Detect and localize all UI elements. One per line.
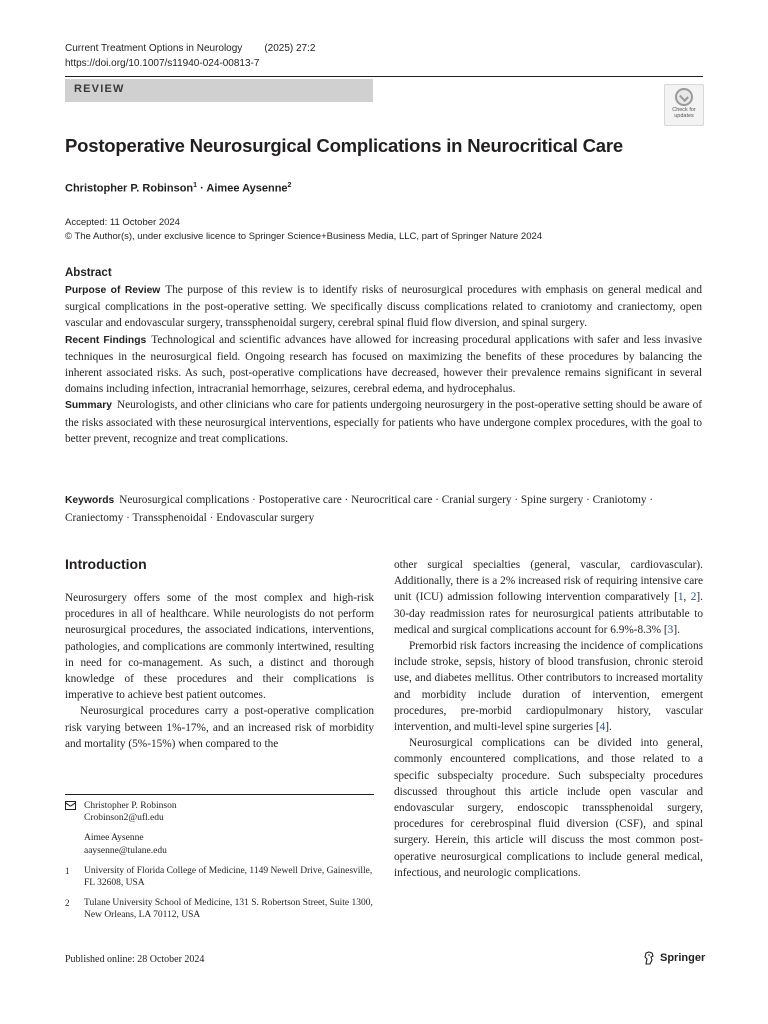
abstract-summary bbox=[65, 397, 702, 447]
abstract-summary-text: Neurologists, and other clinicians who care for patients undergoing neurosurgery in the post-operative setting should be aware of the risks associated with these neurosurgical interventions, especially for patients who have undergone complex procedures, with the goal to better prevent, recognize and treat complications. bbox=[65, 399, 702, 445]
footnotes bbox=[65, 800, 374, 922]
introduction-heading: Introduction bbox=[65, 556, 147, 572]
publisher-logo[interactable] bbox=[643, 951, 705, 965]
citation-link[interactable]: 1 bbox=[677, 591, 684, 604]
copyright-notice: © The Author(s), under exclusive licence to Springer Science+Business Media, LLC, part of Springer Nature 2024 bbox=[65, 231, 543, 242]
springer-horse-icon bbox=[643, 951, 655, 965]
check-for-updates-label-1: Check for bbox=[672, 107, 696, 113]
doi-link[interactable]: https://doi.org/10.1007/s11940-024-00813-7 bbox=[65, 58, 260, 69]
author-name[interactable]: Aimee Aysenne bbox=[206, 182, 288, 195]
paragraph-text: other surgical specialties (general, vascular, cardiovascular). Additionally, there is a 2% increased risk of requiring intensive care unit (ICU) admission following intervention comparatively [ bbox=[394, 559, 703, 604]
citation-separator: , bbox=[683, 591, 691, 604]
author-separator: · bbox=[197, 182, 207, 195]
journal-name: Current Treatment Options in Neurology bbox=[65, 43, 243, 54]
citation-link[interactable]: 3 bbox=[667, 623, 674, 636]
paragraph-text: ]. bbox=[605, 721, 612, 734]
affiliation-marker: 1 bbox=[193, 182, 198, 189]
journal-volume: (2025) 27:2 bbox=[264, 43, 316, 54]
affiliation-number: 1 bbox=[65, 865, 70, 876]
header-rule bbox=[65, 76, 703, 77]
journal-line bbox=[65, 41, 315, 56]
citation-link[interactable]: 4 bbox=[599, 721, 606, 734]
abstract-findings-label: Recent Findings bbox=[65, 334, 147, 346]
abstract-body bbox=[65, 282, 702, 447]
paragraph-text: Premorbid risk factors increasing the incidence of complications include stroke, sepsis, history of blood transfusion, chronic steroid use, and diabetes mellitus. Other contributors to increased mortality and morbidity include duration of intervention, emergent procedures, pre-morbid cardiopulmonary history, vascular intervention, and multi-level spine surgeries [ bbox=[394, 640, 703, 734]
paragraph-text: ]. bbox=[673, 623, 680, 636]
affiliation bbox=[65, 865, 374, 889]
abstract-heading: Abstract bbox=[65, 267, 112, 279]
citation-link[interactable]: 2 bbox=[690, 591, 697, 604]
paragraph: Neurosurgery offers some of the most complex and high-risk procedures in all of healthcare. While neurologists do not perform neurosurgical procedures, the associated indications, interventions, pathologies, and complications are commonly intertwined, resulting in need for co-management. As such, a distinct and thorough knowledge of these procedures and their complications is imperative to achieve best patient outcomes. bbox=[65, 592, 374, 702]
section-banner bbox=[65, 79, 373, 102]
abstract-summary-label: Summary bbox=[65, 400, 112, 412]
abstract-findings-text: Technological and scientific advances have allowed for increasing procedural applications with safer and less invasive techniques in the neurosurgical field. Ongoing research has focused on maximizing the benefits of these procedures by balancing the inherent associated risks. As such, post-operative complications have decreased, however their prevalence remains significant in several domains including infection, intracranial hemorrhage, seizures, cerebral edema, and hydrocephalus. bbox=[65, 333, 703, 396]
check-for-updates-button[interactable] bbox=[664, 84, 704, 126]
affiliation-text: Tulane University School of Medicine, 131 S. Robertson Street, Suite 1300, New Orleans, LA 70112, USA bbox=[84, 898, 373, 921]
abstract-purpose bbox=[65, 282, 702, 332]
contact-email[interactable]: Crobinson2@ufl.edu bbox=[84, 813, 164, 824]
abstract-purpose-text: The purpose of this review is to identify risks of neurosurgical procedures with emphasis on general medical and surgical complications in the post-operative setting. We specifically discuss complications related to craniotomy and craniectomy, open vascular and endovascular surgery, transsphenoidal surgery, cerebral spinal fluid flow diversion, and spinal surgery. bbox=[65, 284, 702, 330]
author-list bbox=[65, 178, 291, 197]
check-for-updates-label-2: updates bbox=[674, 113, 694, 119]
author-name[interactable]: Christopher P. Robinson bbox=[65, 182, 194, 195]
article-title: Postoperative Neurosurgical Complications in Neurocritical Care bbox=[65, 135, 623, 156]
footnote-rule bbox=[65, 794, 374, 795]
keywords bbox=[65, 492, 702, 526]
accepted-date: Accepted: 11 October 2024 bbox=[65, 217, 180, 228]
keywords-label: Keywords bbox=[65, 495, 115, 506]
paragraph: Neurosurgical procedures carry a post-operative complication risk varying between 1%-17%, and an increased risk of morbidity and mortality (5%-15%) when compared to the bbox=[65, 705, 374, 750]
paragraph: Neurosurgical complications can be divided into general, commonly encountered complications, and those related to a specific subspecialty procedure. Such subspecialty procedures discussed throughout this article include open vascular and endovascular surgery, endoscopic transsphenoidal surgery, procedures for cerebrospinal fluid diversion (CSF), and spinal surgery. Herein, this article will discuss the most common post-operative neurosurgical complications to include general medical, infectious, and neurologic complications. bbox=[394, 737, 703, 879]
paragraph bbox=[394, 638, 703, 735]
published-date: Published online: 28 October 2024 bbox=[65, 954, 205, 965]
second-author-contact bbox=[65, 832, 374, 856]
body-column-right bbox=[394, 557, 703, 881]
affiliation bbox=[65, 897, 374, 921]
contact-name: Aimee Aysenne bbox=[84, 833, 144, 844]
affiliation-marker: 2 bbox=[287, 182, 292, 189]
contact-email[interactable]: aaysenne@tulane.edu bbox=[84, 845, 167, 856]
contact-name: Christopher P. Robinson bbox=[84, 801, 177, 811]
envelope-icon bbox=[65, 801, 76, 810]
paragraph-text: ]. 30-day readmission rates for neurosurgical patients attributable to medical and surgical complications account for 6.9%-8.3% [ bbox=[394, 591, 703, 636]
abstract-purpose-label: Purpose of Review bbox=[65, 285, 161, 296]
body-column-left bbox=[65, 590, 374, 752]
check-for-updates-icon bbox=[675, 88, 693, 106]
corresponding-author bbox=[65, 800, 374, 824]
paragraph bbox=[394, 557, 703, 638]
section-label: REVIEW bbox=[74, 83, 125, 95]
affiliation-number: 2 bbox=[65, 898, 70, 909]
affiliation-text: University of Florida College of Medicine, 1149 Newell Drive, Gainesville, FL 32608, USA bbox=[84, 865, 373, 889]
keywords-text: Neurosurgical complications · Postoperative care · Neurocritical care · Cranial surgery · Spine surgery · Craniotomy · Craniectomy · Transsphenoidal · Endovascular surgery bbox=[65, 494, 654, 524]
abstract-findings bbox=[65, 332, 702, 398]
publisher-name: Springer bbox=[660, 952, 706, 964]
